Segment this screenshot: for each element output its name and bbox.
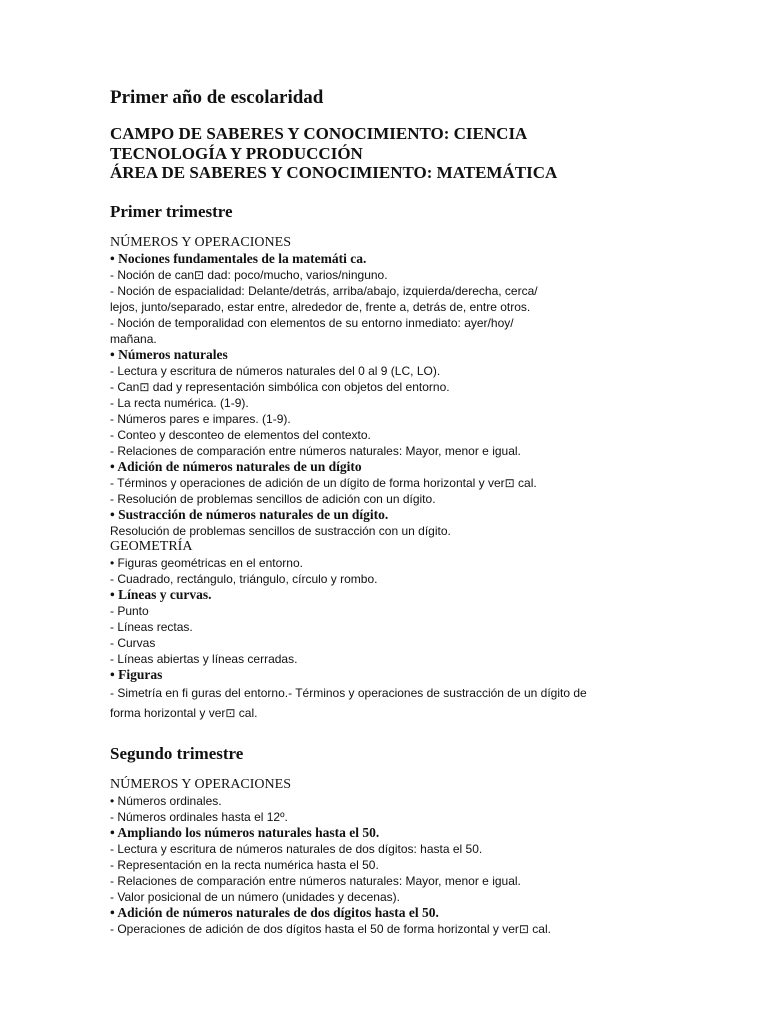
content-line: mañana.: [110, 331, 157, 346]
section-heading-geometria: GEOMETRÍA: [110, 538, 193, 554]
content-line: - Cuadrado, rectángulo, triángulo, círculo y rombo.: [110, 571, 378, 586]
trimester-heading-1: Primer trimestre: [110, 201, 233, 221]
content-line: forma horizontal y ver⊡ cal.: [110, 705, 258, 720]
section-heading-numeros: NÚMEROS Y OPERACIONES: [110, 776, 291, 792]
content-line: lejos, junto/separado, estar entre, alrededor de, frente a, detrás de, entre otros.: [110, 299, 531, 314]
content-line: - Líneas abiertas y líneas cerradas.: [110, 651, 298, 666]
content-line: - Operaciones de adición de dos dígitos hasta el 50 de forma horizontal y ver⊡ cal.: [110, 921, 551, 936]
topic-heading: • Adición de números naturales de un dígito: [110, 458, 362, 474]
content-line: - Lectura y escritura de números naturales del 0 al 9 (LC, LO).: [110, 363, 441, 378]
trimester-heading-2: Segundo trimestre: [110, 743, 244, 763]
content-line: - Conteo y desconteo de elementos del contexto.: [110, 427, 371, 442]
content-line: - Relaciones de comparación entre números naturales: Mayor, menor e igual.: [110, 443, 521, 458]
topic-heading: • Líneas y curvas.: [110, 586, 212, 602]
campo-heading: [110, 124, 710, 183]
content-line: • Figuras geométricas en el entorno.: [110, 555, 303, 570]
content-line: - Relaciones de comparación entre números naturales: Mayor, menor e igual.: [110, 873, 521, 888]
content-line: - Representación en la recta numérica hasta el 50.: [110, 857, 379, 872]
campo-line: TECNOLOGÍA Y PRODUCCIÓN: [110, 143, 363, 163]
topic-heading: • Sustracción de números naturales de un dígito.: [110, 506, 389, 522]
campo-line: CAMPO DE SABERES Y CONOCIMIENTO: CIENCIA: [110, 124, 528, 143]
content-line: - Líneas rectas.: [110, 619, 193, 634]
content-line: - Curvas: [110, 635, 156, 650]
topic-heading: • Números naturales: [110, 346, 228, 362]
content-line: - La recta numérica. (1-9).: [110, 395, 249, 410]
content-line: - Números pares e impares. (1-9).: [110, 411, 291, 426]
content-line: - Noción de can⊡ dad: poco/mucho, varios/ninguno.: [110, 267, 388, 282]
content-line: - Punto: [110, 603, 149, 618]
content-line: - Lectura y escritura de números naturales de dos dígitos: hasta el 50.: [110, 841, 483, 856]
content-line: - Términos y operaciones de adición de un dígito de forma horizontal y ver⊡ cal.: [110, 475, 537, 490]
section-heading-numeros: NÚMEROS Y OPERACIONES: [110, 234, 291, 250]
topic-heading: • Adición de números naturales de dos dígitos hasta el 50.: [110, 904, 439, 920]
topic-heading: • Ampliando los números naturales hasta el 50.: [110, 824, 380, 840]
content-line: - Can⊡ dad y representación simbólica con objetos del entorno.: [110, 379, 450, 394]
content-line: - Valor posicional de un número (unidades y decenas).: [110, 889, 400, 904]
content-line: - Números ordinales hasta el 12º.: [110, 809, 288, 824]
content-line: - Noción de espacialidad: Delante/detrás, arriba/abajo, izquierda/derecha, cerca/: [110, 283, 538, 298]
topic-heading: • Figuras: [110, 666, 163, 682]
content-line: • Números ordinales.: [110, 793, 222, 808]
topic-heading: • Nociones fundamentales de la matemáti ca.: [110, 250, 367, 266]
content-line: - Noción de temporalidad con elementos de su entorno inmediato: ayer/hoy/: [110, 315, 514, 330]
area-line: ÁREA DE SABERES Y CONOCIMIENTO: MATEMÁTICA: [110, 163, 558, 182]
content-line: - Simetría en fi guras del entorno.- Términos y operaciones de sustracción de un dígito de: [110, 685, 587, 700]
content-line: - Resolución de problemas sencillos de adición con un dígito.: [110, 491, 436, 506]
document-page: [110, 86, 710, 937]
document-title: Primer año de escolaridad: [110, 87, 324, 108]
content-line: Resolución de problemas sencillos de sustracción con un dígito.: [110, 523, 451, 538]
